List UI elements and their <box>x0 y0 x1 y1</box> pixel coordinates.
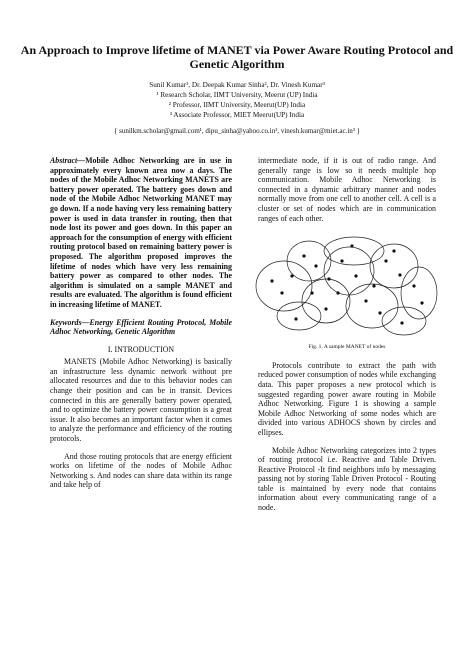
node-dot <box>400 322 403 325</box>
affiliation-2: ² Professor, IIMT University, Meerut(UP) India <box>168 101 306 109</box>
node-dot <box>398 274 401 277</box>
node-dot <box>294 318 297 321</box>
intro-paragraph-1: MANETS (Mobile Adhoc Networking) is basically an infrastructure less dynamic network without pre allocated resources and due to this behavior nodes can change their position and can be in transit. Devices connected in this are generally battery power operated, and to optimize the battery power consumption is a great issue. It also becomes an important factor when it comes to analyze the performance and efficiency of the routing protocols. <box>50 357 232 444</box>
cluster-ellipse <box>401 267 437 319</box>
right-paragraph-3: Mobile Adhoc Networking categorizes into 2 types of routing protocol i.e. Reactive and Table Driven. Reactive Protocol -It find neighbors info by messaging passing not by storing Table Driven Protocol - Routing table is maintained by every node that contains information about every communicating range of a node. <box>258 445 436 513</box>
right-column <box>258 156 436 521</box>
right-paragraph-2: Protocols contribute to extract the path with reduced power consumption of nodes while exchanging data. This paper proposes a new protocol which is suggested regarding power aware routing in Mobile Adhoc Networking. Figure 1 is showing a sample Mobile Adhoc Networking of some nodes which are divided into various ADHOCS shown by circles and ellipses. <box>258 360 436 437</box>
keywords: Keywords—Energy Efficient Routing Protocol, Mobile Adhoc Networking, Genetic Algorithm <box>50 317 232 337</box>
node-dot <box>384 260 387 263</box>
node-dot <box>290 275 293 278</box>
node-dot <box>340 260 343 263</box>
right-paragraph-1: intermediate node, if it is out of radio range. And generally range is low so it needs multiple hop communication. Mobile Adhoc Networking is connected in a dynamic arbitrary manner and nodes normally move from one cell to another cell. A cell is a cluster or set of nodes which are in communication ranges of each other. <box>258 156 436 223</box>
affiliation-1: ¹ Research Scholar, IIMT University, Meerut (UP) India <box>156 91 318 99</box>
node-dot <box>350 245 353 248</box>
node-dot <box>314 265 317 268</box>
intro-paragraph-2: And those routing protocols that are energy efficient works on lifetime of the nodes of Mobile Adhoc Networking s. And nodes can share data within its range and take help of <box>50 451 232 490</box>
node-dot <box>378 312 381 315</box>
left-column <box>50 156 232 498</box>
cluster-ellipse <box>256 261 312 311</box>
cluster-ellipse <box>346 284 398 328</box>
figure-caption: Fig. 1. A sample MANET of nodes <box>308 344 386 351</box>
cluster-ellipse <box>324 247 374 295</box>
node-dot <box>280 292 283 295</box>
node-dot <box>392 250 395 253</box>
affiliation-3: ³ Associate Professor, MIET Meerut(UP) India <box>169 111 305 119</box>
node-dot <box>327 278 330 281</box>
abstract-text: Mobile Adhoc Networking are in use in approximately every known area now a days. The nodes of the Mobile Adhoc Networking MANETS are battery power operated. The battery goes down and node of the Mobile Adhoc Networking MANET may go down. If a node having very less remaining battery power is used in data transfer in routing, then that node lost its power and goes down. In this paper an approach for the consumption of energy with efficient routing protocol based on remaining battery power is proposed. The algorithm proposed improves the lifetime of nodes which have very less remaining battery power as compared to other nodes. The algorithm is simulated on a sample MANET and results are evaluated. The algorithm is found efficient in increasing lifetime of MANET. <box>50 156 232 309</box>
abstract <box>50 156 232 310</box>
manet-figure <box>254 231 440 343</box>
node-dot <box>310 292 313 295</box>
cluster-ellipse <box>302 279 350 323</box>
author-emails: { sunilkm.scholar@gmail.com¹, dipu_sinha@yahoo.co.in², vinesh.kumar@miet.ac.in³ } <box>113 127 360 135</box>
node-dot <box>364 300 367 303</box>
author-block <box>20 80 454 120</box>
cluster-ellipse <box>277 302 321 330</box>
node-dot <box>354 275 357 278</box>
node-dot <box>420 302 423 305</box>
paper-title: An Approach to Improve lifetime of MANET via Power Aware Routing Protocol and Genetic Algorithm <box>20 43 454 71</box>
section-heading-introduction: I. INTRODUCTION <box>107 344 175 354</box>
node-dot <box>270 280 273 283</box>
cluster-ellipse <box>382 307 426 335</box>
node-dot <box>324 308 327 311</box>
cluster-ellipse <box>324 237 384 265</box>
node-dot <box>336 292 339 295</box>
node-dot <box>302 255 305 258</box>
author-names: Sunil Kumar¹, Dr. Deepak Kumar Sinha², Dr. Vinesh Kumar³ <box>149 81 325 89</box>
node-dot <box>412 285 415 288</box>
node-dot <box>372 285 375 288</box>
abstract-label: Abstract— <box>50 156 86 165</box>
